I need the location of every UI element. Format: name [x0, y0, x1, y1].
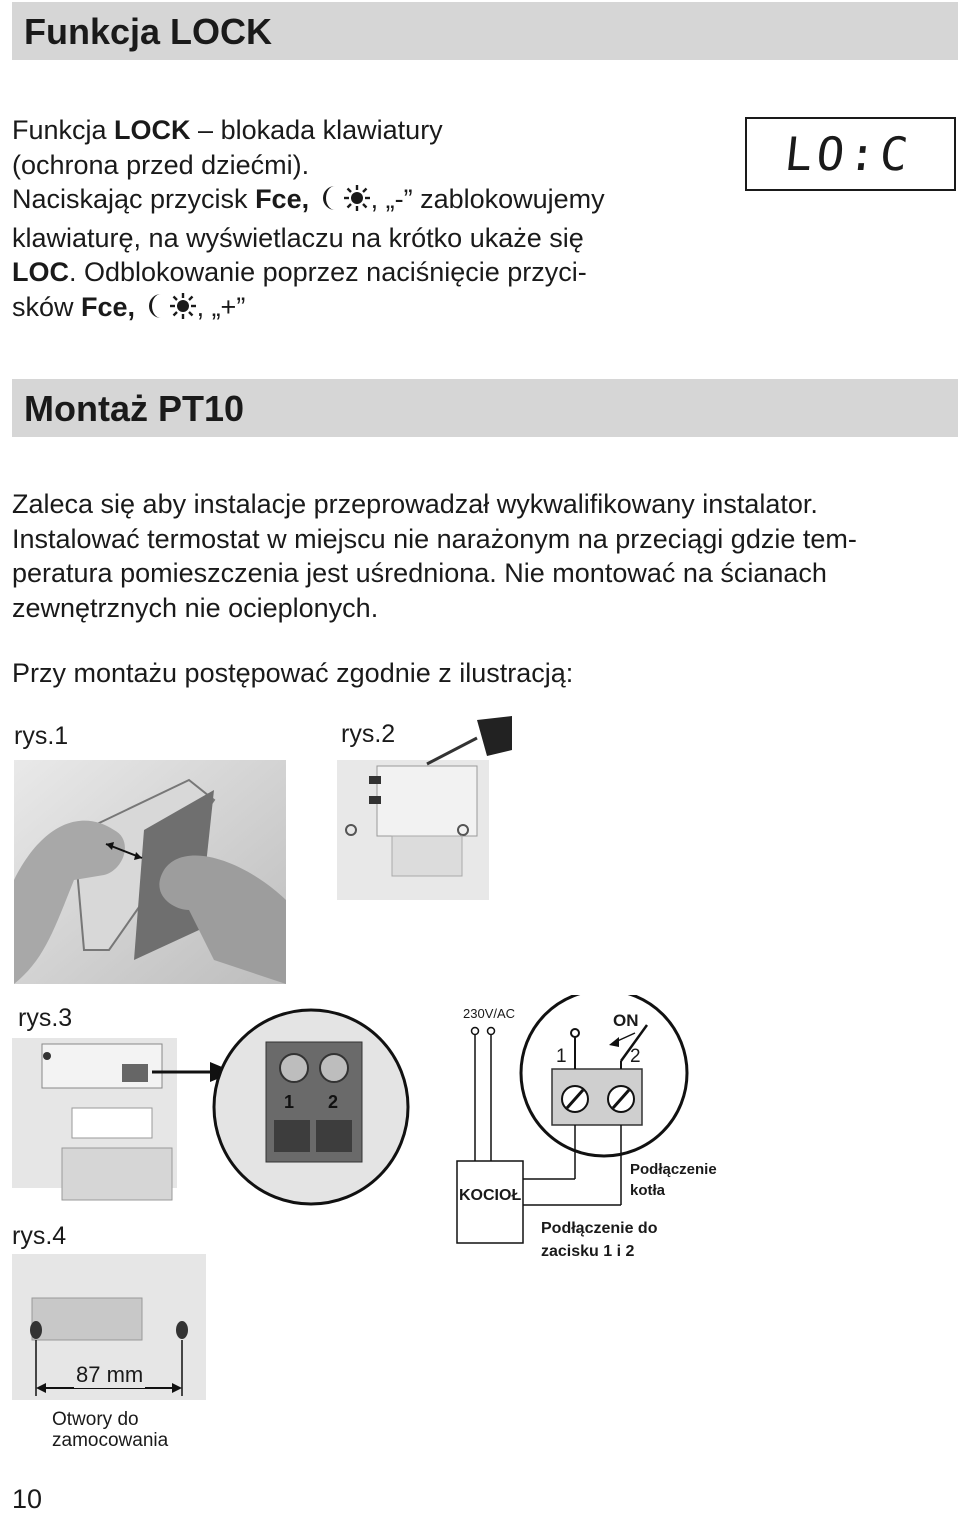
lcd-text: LO:C: [782, 127, 915, 181]
boiler-connection-line1: Podłączenie: [630, 1161, 717, 1178]
montaz-line-4: zewnętrznych nie ocieplonych.: [12, 592, 379, 623]
photo-rys1: [14, 760, 286, 989]
lock-line-3: Naciskając przycisk Fce, , „-” zablokowujemy: [12, 182, 712, 221]
boiler-connection-label: [630, 1159, 717, 1201]
figure-label-rys3: rys.3: [18, 1004, 73, 1032]
section-title-montaz: Montaż PT10: [24, 388, 245, 429]
clamp-connection-line2: zacisku 1 i 2: [541, 1243, 635, 1260]
photo-rys2: [337, 716, 512, 906]
wiring-terminal-2-label: 2: [630, 1046, 641, 1067]
zoom-terminal-2-label: 2: [328, 1092, 339, 1112]
figure-label-rys4: rys.4: [12, 1222, 67, 1250]
section-header-lock: [12, 2, 958, 60]
lock-line-6: sków Fce, , „+”: [12, 290, 712, 329]
wiring-diagram: [455, 995, 745, 1265]
lock-line-1: Funkcja LOCK – blokada klawiatury: [12, 115, 443, 145]
lock-description: [12, 113, 712, 328]
section-header-montaz: [12, 379, 958, 437]
moon-icon: [317, 184, 343, 221]
dimension-label: 87 mm: [76, 1362, 144, 1387]
sun-icon: [343, 184, 371, 221]
figure-label-rys1: rys.1: [14, 722, 69, 750]
figure-label-rys2: rys.2: [341, 720, 396, 748]
lock-line-2: (ochrona przed dziećmi).: [12, 149, 310, 180]
page-number: 10: [12, 1484, 43, 1514]
sun-icon: [169, 292, 197, 329]
lock-line-4: klawiaturę, na wyświetlaczu na krótko ukaże się: [12, 222, 584, 253]
photo-rys4: [12, 1254, 206, 1400]
zoom-terminal-block: [212, 1008, 410, 1211]
mount-holes-note: [52, 1409, 168, 1451]
mount-holes-note-line1: Otwory do: [52, 1409, 139, 1430]
section-title-lock: Funkcja LOCK: [24, 11, 273, 52]
clamp-connection-label: [541, 1217, 657, 1263]
clamp-connection-line1: Podłączenie do: [541, 1220, 658, 1237]
voltage-label: 230V/AC: [463, 1006, 516, 1021]
moon-icon: [143, 292, 169, 329]
boiler-label: KOCIOŁ: [459, 1187, 522, 1204]
switch-on-label: ON: [613, 1011, 639, 1030]
lcd-display: [745, 117, 956, 191]
boiler-connection-line2: kotła: [630, 1182, 666, 1199]
montaz-description: [12, 487, 958, 625]
montaz-line-3: peratura pomieszczenia jest uśredniona. Nie montować na ścianach: [12, 558, 827, 588]
montaz-line-2: Instalować termostat w miejscu nie narażonym na przeciągi gdzie tem-: [12, 523, 857, 554]
montaz-instruction: Przy montażu postępować zgodnie z ilustracją:: [12, 658, 574, 688]
zoom-terminal-1-label: 1: [284, 1092, 295, 1112]
wiring-terminal-1-label: 1: [556, 1046, 567, 1067]
lock-line-5: LOC. Odblokowanie poprzez naciśnięcie przyci-: [12, 257, 587, 287]
mount-holes-note-line2: zamocowania: [52, 1430, 169, 1451]
montaz-line-1: Zaleca się aby instalacje przeprowadzał wykwalifikowany instalator.: [12, 489, 818, 519]
